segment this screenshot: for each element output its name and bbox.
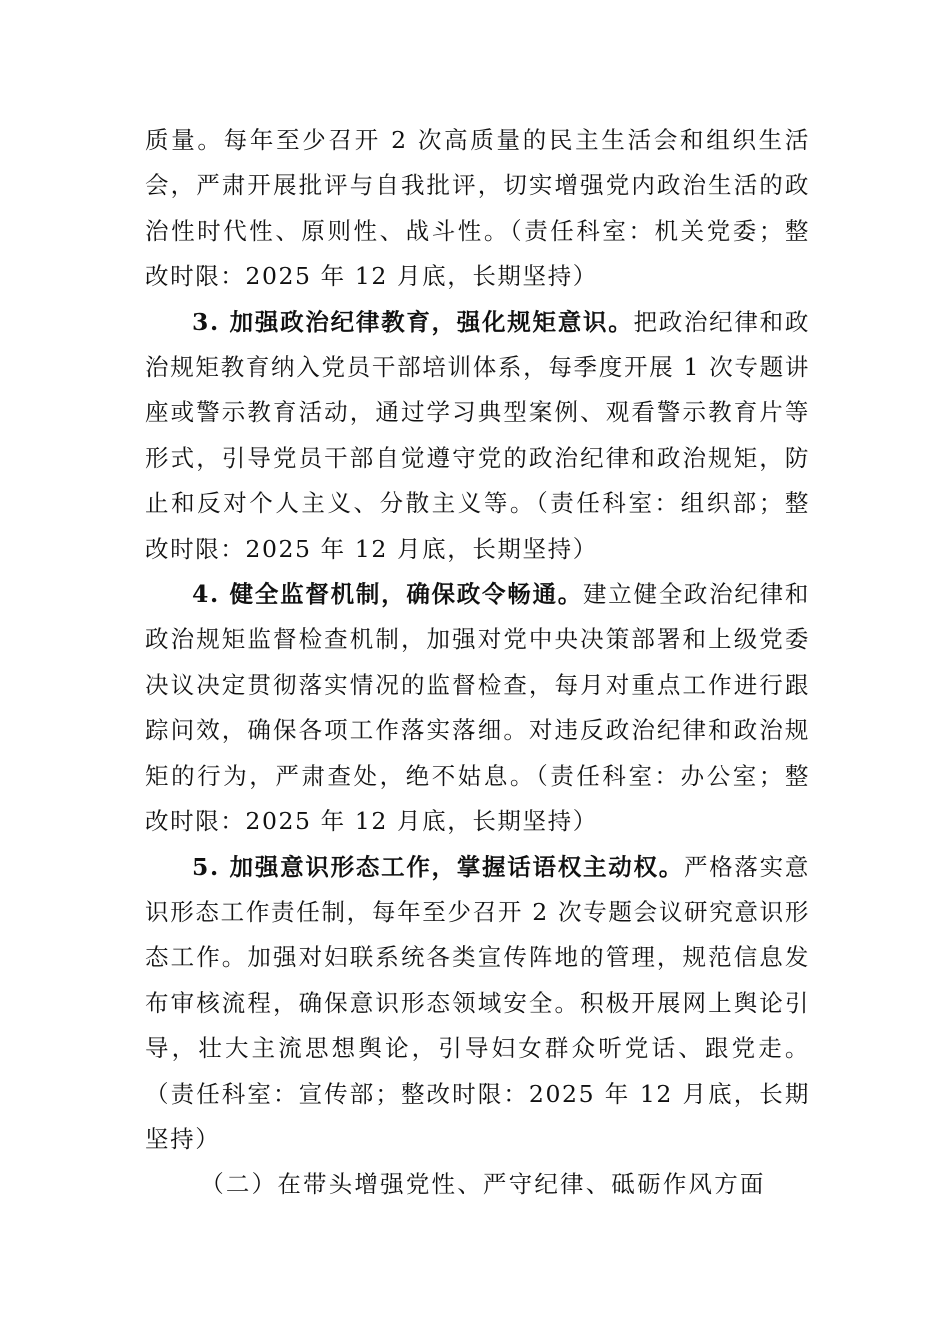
item-4-text: 建立健全政治纪律和政治规矩监督检查机制，加强对党中央决策部署和上级党委决议决定贯彻落实情况的监督检查，每月对重点工作进行跟踪问效，确保各项工作落实落细。对违反政治纪律和政治规矩的行为，严肃查处，绝不姑息。（责任科室：办公室；整改时限：2025 年 12 月底，长期坚持）: [145, 580, 810, 836]
item-5-text: 严格落实意识形态工作责任制，每年至少召开 2 次专题会议研究意识形态工作。加强对妇联系统各类宣传阵地的管理，规范信息发布审核流程，确保意识形态领域安全。积极开展网上舆论引导，壮大主流思想舆论，引导妇女群众听党话、跟党走。（责任科室：宣传部；整改时限：2025 年 12 月底，长期坚持）: [145, 852, 810, 1153]
document-body: [145, 118, 810, 1208]
paragraph-3-item: [145, 300, 810, 572]
paragraph-1-text: 质量。每年至少召开 2 次高质量的民主生活会和组织生活会，严肃开展批评与自我批评，切实增强党内政治生活的政治性时代性、原则性、战斗性。（责任科室：机关党委；整改时限：2025 年 12 月底，长期坚持）: [145, 126, 810, 291]
paragraph-5-item: [145, 845, 810, 1163]
section-heading: （二）在带头增强党性、严守纪律、砥砺作风方面: [200, 1170, 766, 1199]
item-5-heading: 5. 加强意识形态工作，掌握话语权主动权。: [192, 852, 684, 881]
item-3-text: 把政治纪律和政治规矩教育纳入党员干部培训体系，每季度开展 1 次专题讲座或警示教育活动，通过学习典型案例、观看警示教育片等形式，引导党员干部自觉遵守党的政治纪律和政治规矩，防止和反对个人主义、分散主义等。（责任科室：组织部；整改时限：2025 年 12 月底，长期坚持）: [145, 307, 810, 563]
item-4-heading: 4. 健全监督机制，确保政令畅通。: [192, 580, 583, 609]
paragraph-4-item: [145, 572, 810, 844]
paragraph-1: [145, 118, 810, 300]
item-3-heading: 3. 加强政治纪律教育，强化规矩意识。: [192, 307, 634, 336]
